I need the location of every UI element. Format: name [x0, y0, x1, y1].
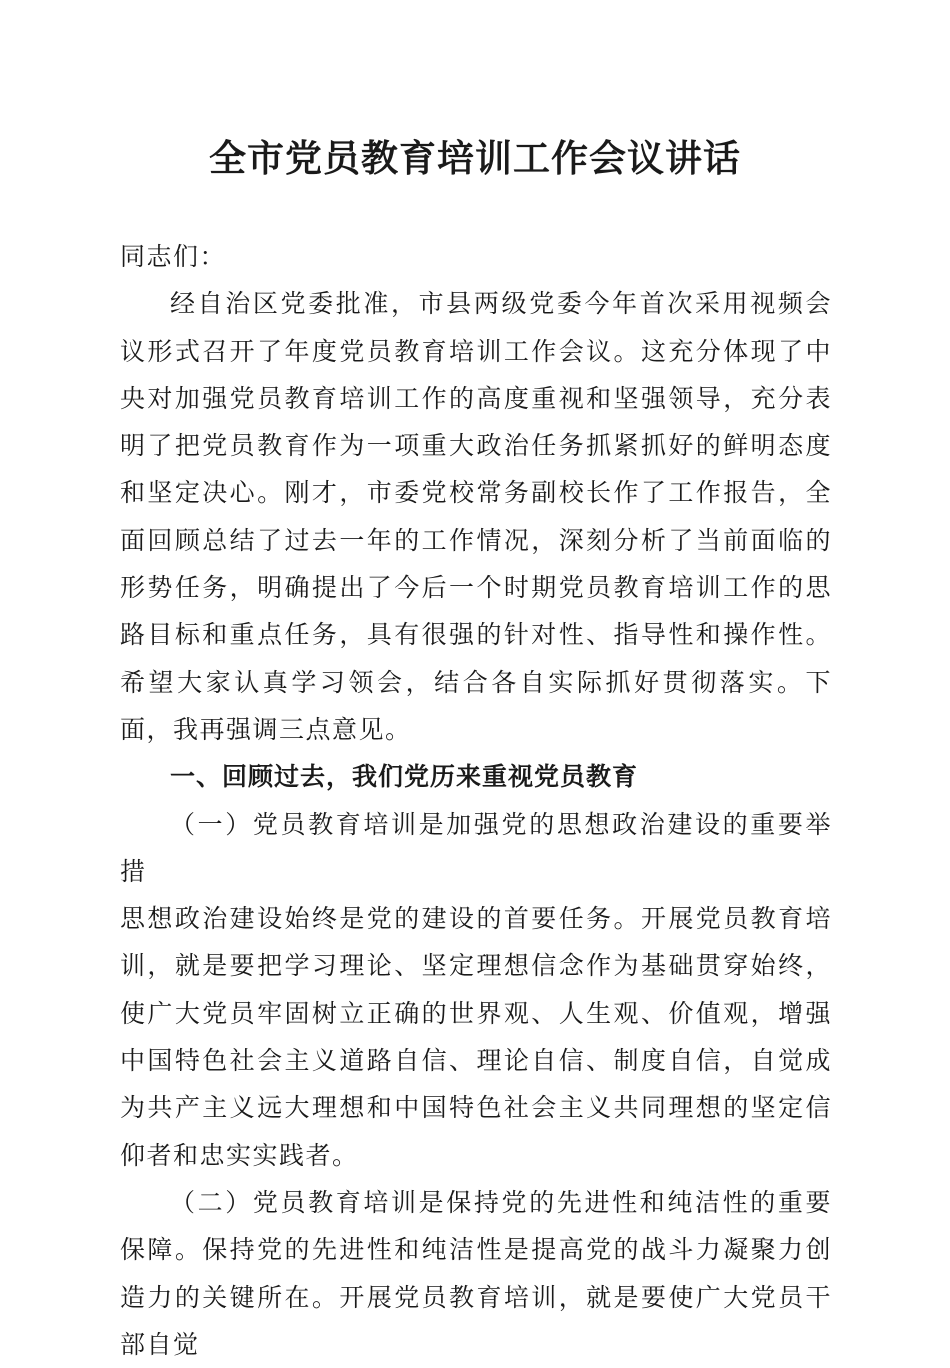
sub-heading-2: （二）党员教育培训是保持党的先进性和纯洁性的重要保障。 [120, 1187, 832, 1265]
salutation: 同志们： [120, 242, 227, 271]
intro-paragraph: 经自治区党委批准，市县两级党委今年首次采用视频会议形式召开了年度党员教育培训工作会议。这充分体现了中央对加强党员教育培训工作的高度重视和坚强领导，充分表明了把党员教育作为一项重大政治任务抓紧抓好的鲜明态度和坚定决心。刚才，市委党校常务副校长作了工作报告，全面回顾总结了过去一年的工作情况，深刻分析了当前面临的形势任务，明确提出了今后一个时期党员教育培训工作的思路目标和重点任务，具有很强的针对性、指导性和操作性。希望大家认真学习领会，结合各自实际抓好贯彻落实。下面，我再强调三点意见。 [120, 289, 832, 744]
sub-section-1-body: 思想政治建设始终是党的建设的首要任务。开展党员教育培训，就是要把学习理论、坚定理想信念作为基础贯穿始终，使广大党员牢固树立正确的世界观、人生观、价值观，增强中国特色社会主义道路自信、理论自信、制度自信，自觉成为共产主义远大理想和中国特色社会主义共同理想的坚定信仰者和忠实实践者。 [120, 904, 832, 1170]
sub-section-2-body: 保持党的先进性和纯洁性是提高党的战斗力凝聚力创造力的关键所在。开展党员教育培训，就是要使广大党员干部自觉 [120, 1235, 832, 1359]
sub-heading-1: （一）党员教育培训是加强党的思想政治建设的重要举措 [120, 809, 832, 886]
sub-section-2-paragraph [120, 1179, 832, 1368]
document-title: 全市党员教育培训工作会议讲话 [209, 136, 741, 180]
section-heading-1: 一、回顾过去，我们党历来重视党员教育 [170, 762, 639, 792]
document-body [120, 233, 832, 1368]
